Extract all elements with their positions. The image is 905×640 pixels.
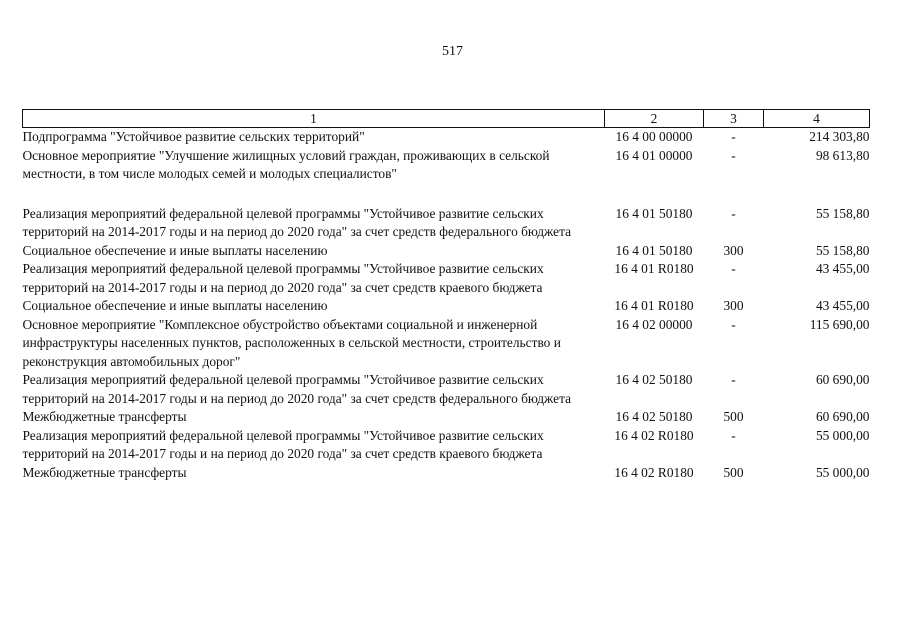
row-code: 16 4 02 R0180 [614, 464, 694, 480]
column-header-3: 3 [704, 110, 764, 128]
row-amount: 115 690,00 [809, 316, 870, 332]
table-row [23, 297, 870, 316]
row-code: 16 4 02 50180 [615, 372, 693, 387]
row-code: 16 4 01 50180 [615, 242, 693, 258]
column-header-4: 4 [764, 110, 870, 128]
row-amount: 55 158,80 [815, 205, 870, 221]
table-row [23, 128, 870, 147]
row-amount: 98 613,80 [815, 147, 870, 163]
row-description: Реализация мероприятий федеральной целевой программы "Устойчивое развитие сельских территорий на 2014-2017 годы и на период до 2020 года" за счет средств федерального бюджета [22, 205, 572, 239]
table-row [23, 316, 870, 372]
table-row [23, 371, 870, 408]
table-header-row [23, 110, 870, 128]
row-expense-type: - [731, 129, 736, 144]
row-description: Подпрограмма "Устойчивое развитие сельских территорий" [22, 129, 365, 144]
table-row [23, 147, 870, 184]
row-expense-type: 300 [723, 242, 744, 258]
table-row [23, 205, 870, 242]
row-description: Межбюджетные трансферты [22, 409, 187, 424]
row-description: Реализация мероприятий федеральной целевой программы "Устойчивое развитие сельских территорий на 2014-2017 годы и на период до 2020 года" за счет средств федерального бюджета [22, 372, 572, 406]
row-expense-type: - [731, 147, 736, 163]
row-amount: 55 000,00 [815, 427, 870, 443]
spacer-row [23, 184, 870, 205]
row-code: 16 4 00 00000 [615, 129, 693, 144]
row-description: Основное мероприятие "Комплексное обустройство объектами социальной и инженерной инфраструктуры населенных пунктов, расположенных в сельской местности, строительство и реконструкция автомобильных дорог" [22, 316, 561, 369]
row-expense-type: 300 [723, 298, 744, 313]
budget-table [22, 109, 870, 482]
row-code: 16 4 01 R0180 [614, 298, 694, 313]
spacer-cell [23, 184, 870, 205]
row-code: 16 4 01 00000 [615, 147, 693, 163]
page-number: 517 [442, 44, 463, 59]
row-expense-type: 500 [723, 409, 744, 424]
row-expense-type: - [731, 205, 736, 221]
row-code: 16 4 02 50180 [615, 409, 693, 424]
row-amount: 43 455,00 [815, 298, 870, 313]
row-expense-type: - [731, 427, 736, 443]
row-description: Межбюджетные трансферты [22, 464, 187, 480]
row-expense-type: 500 [723, 464, 744, 480]
table-row [23, 464, 870, 483]
row-amount: 55 000,00 [815, 464, 870, 480]
row-amount: 60 690,00 [815, 409, 870, 424]
row-description: Реализация мероприятий федеральной целевой программы "Устойчивое развитие сельских территорий на 2014-2017 годы и на период до 2020 года" за счет средств краевого бюджета [22, 427, 544, 461]
row-amount: 214 303,80 [809, 129, 870, 144]
table-row [23, 242, 870, 261]
row-description: Социальное обеспечение и иные выплаты населению [22, 242, 328, 258]
row-expense-type: - [731, 372, 736, 387]
row-code: 16 4 01 50180 [615, 205, 693, 221]
row-description: Социальное обеспечение и иные выплаты населению [22, 298, 328, 313]
row-amount: 43 455,00 [815, 261, 870, 276]
row-code: 16 4 02 R0180 [614, 427, 694, 443]
row-expense-type: - [731, 261, 736, 276]
row-code: 16 4 02 00000 [615, 316, 693, 332]
row-amount: 55 158,80 [815, 242, 870, 258]
row-amount: 60 690,00 [815, 372, 870, 387]
row-expense-type: - [731, 316, 736, 332]
table-row [23, 408, 870, 427]
column-header-2: 2 [605, 110, 704, 128]
row-description: Реализация мероприятий федеральной целевой программы "Устойчивое развитие сельских территорий на 2014-2017 годы и на период до 2020 года" за счет средств краевого бюджета [22, 261, 544, 295]
table-row [23, 427, 870, 464]
column-header-1: 1 [23, 110, 605, 128]
row-description: Основное мероприятие "Улучшение жилищных условий граждан, проживающих в сельской местности, в том числе молодых семей и молодых специалистов" [22, 147, 550, 181]
table-row [23, 260, 870, 297]
row-code: 16 4 01 R0180 [614, 261, 694, 276]
